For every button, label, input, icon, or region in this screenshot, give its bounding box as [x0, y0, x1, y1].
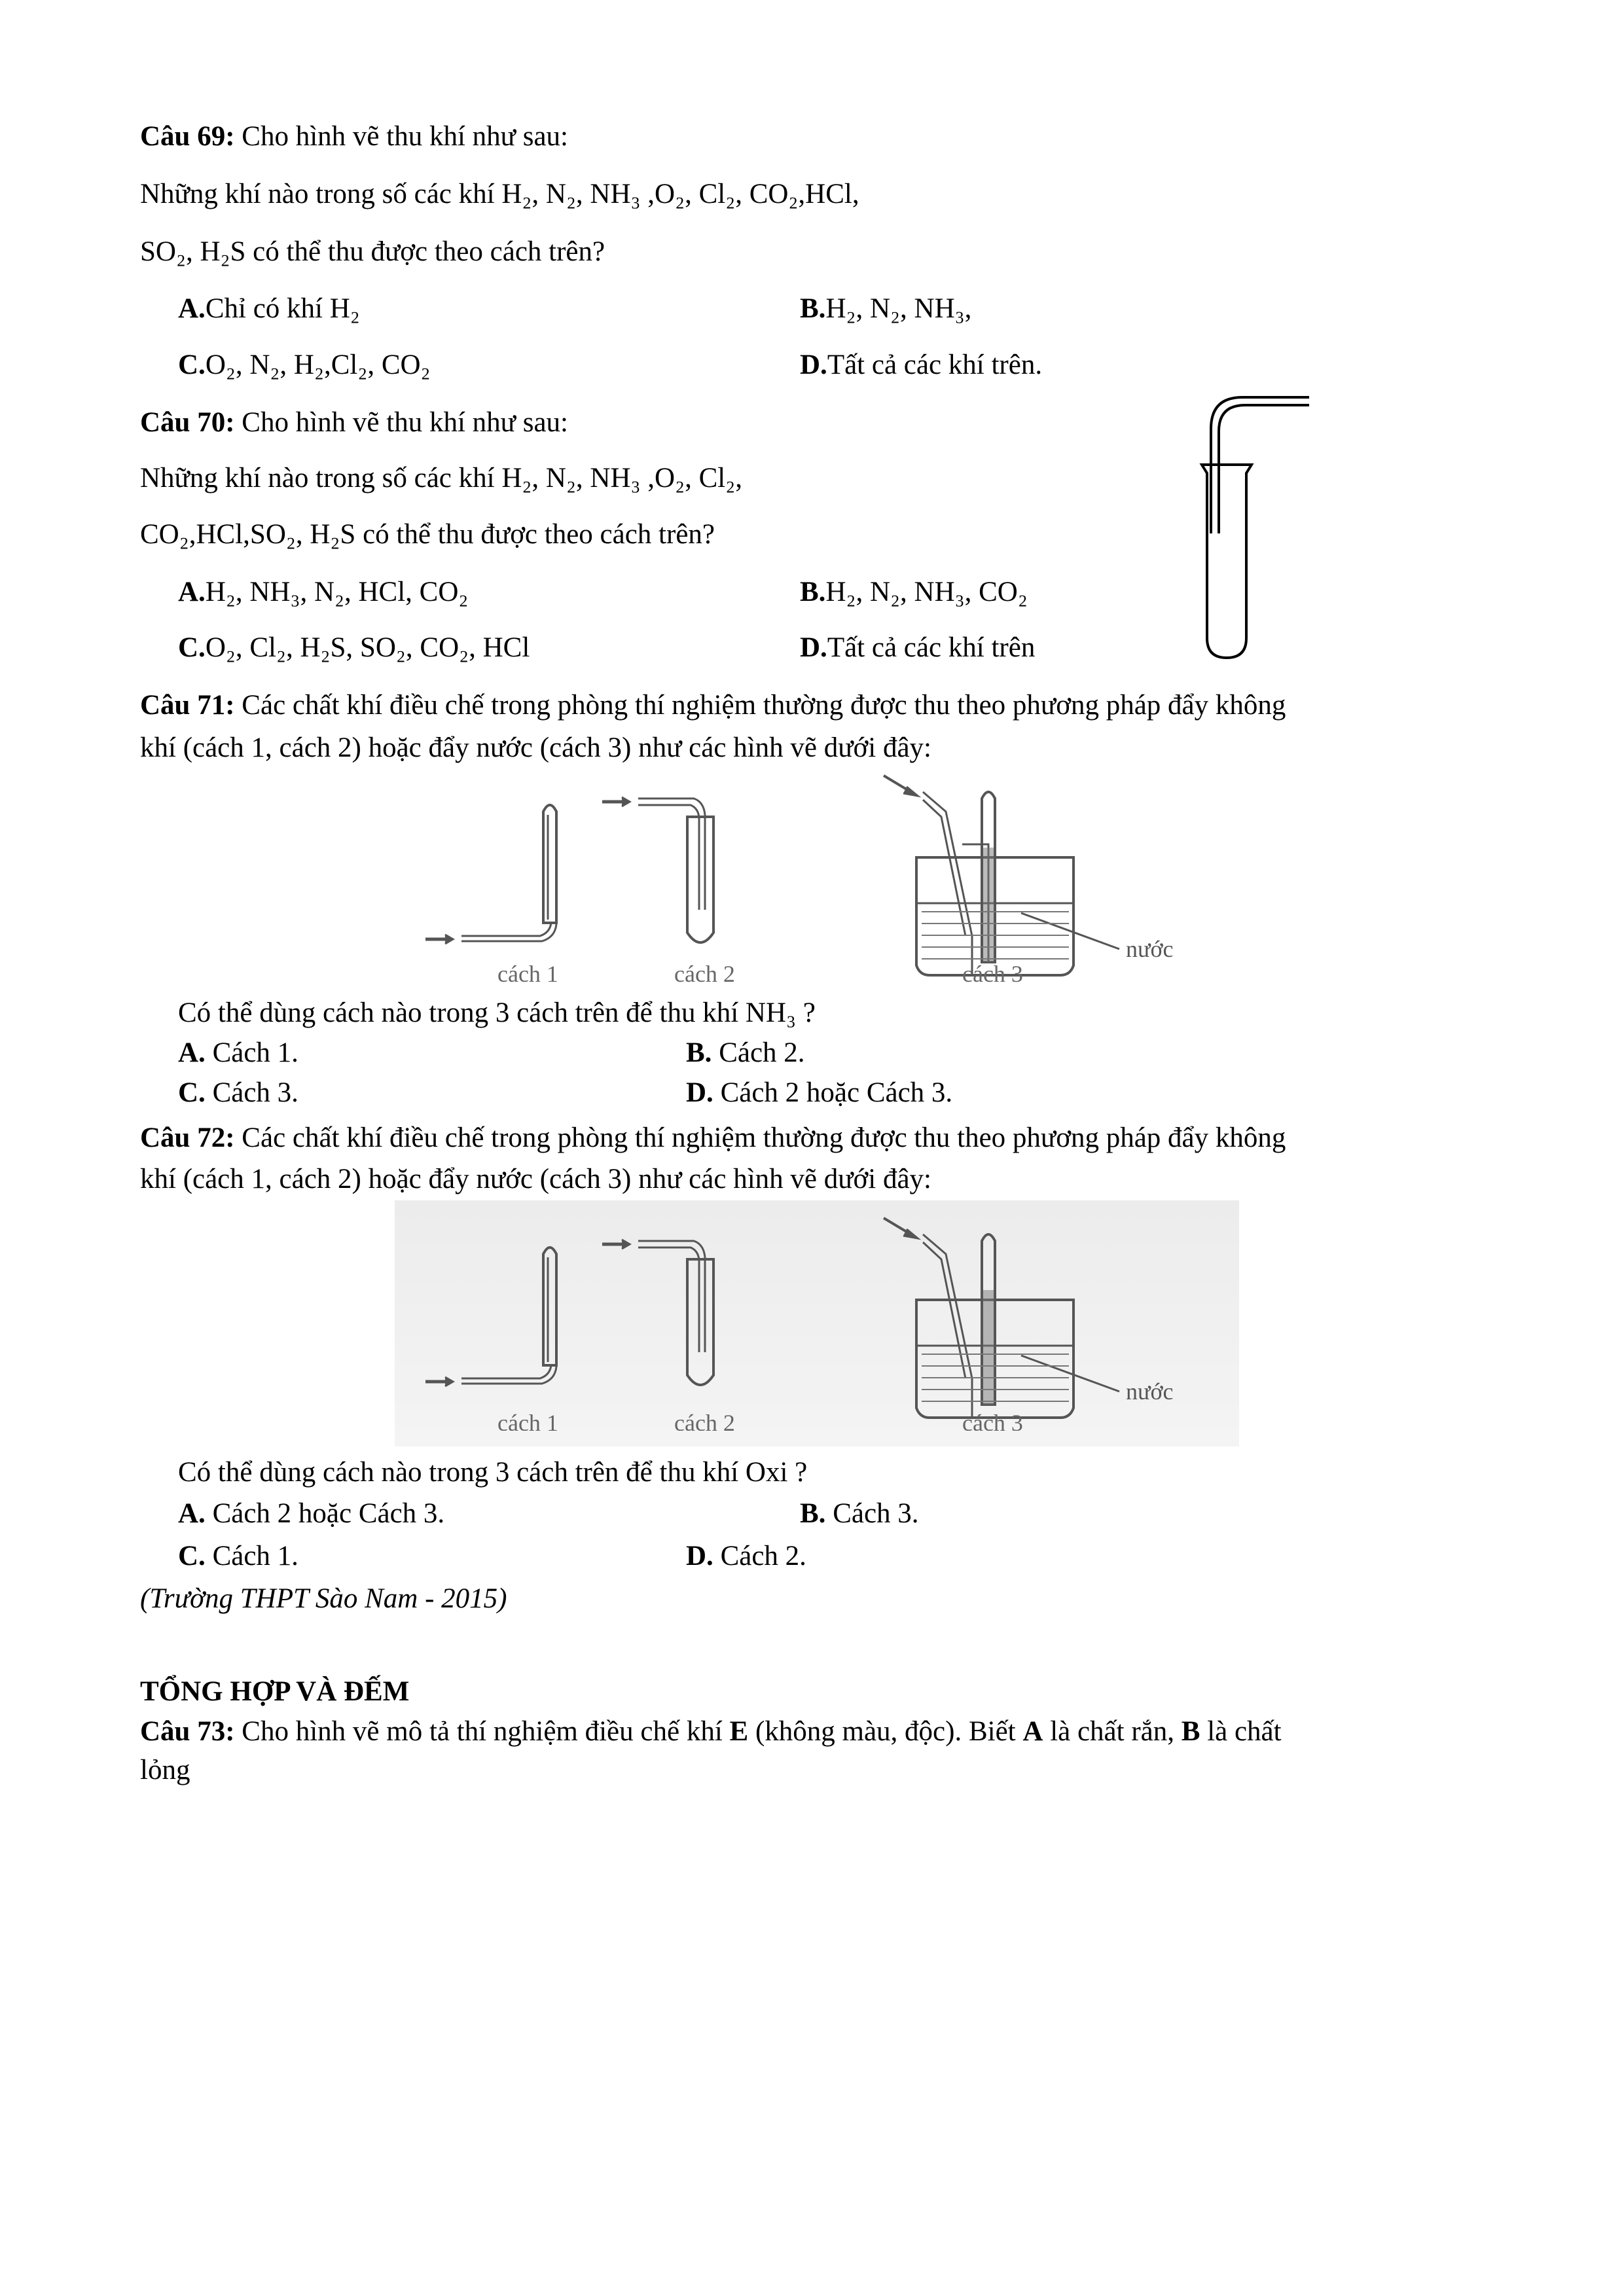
q69-option-c: C.O₂, N₂, H₂,Cl₂, CO₂	[178, 350, 431, 380]
q72-option-a: A. Cách 2 hoặc Cách 3.	[178, 1498, 445, 1529]
q70-option-c: C.O₂, Cl₂, H₂S, SO₂, CO₂, HCl	[178, 632, 530, 663]
q69-line2: SO₂, H₂S có thể thu được theo cách trên?	[140, 236, 605, 267]
q72-figure	[395, 1200, 1239, 1446]
q71-figure	[412, 766, 1244, 988]
q69-title	[140, 120, 568, 153]
q72-option-b: B. Cách 3.	[800, 1498, 919, 1529]
q71-option-b: B. Cách 2.	[686, 1037, 805, 1068]
question-intro: Cho hình vẽ thu khí như sau:	[234, 121, 568, 152]
label-cach-3: cách 3	[962, 961, 1023, 987]
question-label: Câu 69:	[140, 121, 235, 152]
water-label: nước	[1126, 1378, 1174, 1405]
water-label: nước	[1126, 936, 1174, 962]
q70-line2: CO₂,HCl,SO₂, H₂S có thể thu được theo cách trên?	[140, 519, 715, 550]
q70-title: Câu 70: Cho hình vẽ thu khí như sau:	[140, 407, 568, 438]
gas-collection-diagram	[412, 1208, 1244, 1431]
q70-option-d: D.Tất cả các khí trên	[800, 632, 1036, 663]
q73-line2: lỏng	[140, 1755, 190, 1785]
q71-option-a: A. Cách 1.	[178, 1037, 298, 1068]
q72-option-d: D. Cách 2.	[686, 1541, 806, 1571]
q71-option-d: D. Cách 2 hoặc Cách 3.	[686, 1077, 953, 1108]
test-tube-figure	[1191, 389, 1322, 664]
q72-line2: khí (cách 1, cách 2) hoặc đẩy nước (cách 3) như các hình vẽ dưới đây:	[140, 1164, 931, 1194]
section-heading: TỔNG HỢP VÀ ĐẾM	[140, 1676, 410, 1707]
q70-line1: Những khí nào trong số các khí H₂, N₂, NH₃ ,O₂, Cl₂,	[140, 463, 742, 493]
gas-collection-diagram	[412, 766, 1244, 988]
label-cach-1: cách 1	[497, 1410, 558, 1431]
q69-option-d: D.Tất cả các khí trên.	[800, 350, 1043, 380]
q73-title: Câu 73: Cho hình vẽ mô tả thí nghiệm điều chế khí E (không màu, độc). Biết A là chất rắn, B là chất	[140, 1716, 1282, 1747]
label-cach-1: cách 1	[497, 961, 558, 987]
q71-option-c: C. Cách 3.	[178, 1077, 298, 1108]
source-citation: (Trường THPT Sào Nam - 2015)	[140, 1583, 507, 1614]
q70-option-b: B.H₂, N₂, NH₃, CO₂	[800, 577, 1028, 607]
q72-title: Câu 72: Các chất khí điều chế trong phòng thí nghiệm thường được thu theo phương pháp đẩy không	[140, 1122, 1286, 1153]
q69-line1: Những khí nào trong số các khí H₂, N₂, NH₃ ,O₂, Cl₂, CO₂,HCl,	[140, 179, 859, 209]
label-cach-3: cách 3	[962, 1410, 1023, 1431]
q69-option-a: A.Chỉ có khí H₂	[178, 293, 360, 324]
q71-question: Có thể dùng cách nào trong 3 cách trên để thu khí NH₃ ?	[178, 997, 816, 1028]
q72-option-c: C. Cách 1.	[178, 1541, 298, 1571]
q71-title: Câu 71: Các chất khí điều chế trong phòng thí nghiệm thường được thu theo phương pháp đẩy không	[140, 690, 1286, 721]
label-cach-2: cách 2	[674, 1410, 735, 1431]
label-cach-2: cách 2	[674, 961, 735, 987]
q69-option-b: B.H₂, N₂, NH₃,	[800, 293, 972, 324]
q71-line2: khí (cách 1, cách 2) hoặc đẩy nước (cách 3) như các hình vẽ dưới đây:	[140, 732, 931, 763]
q72-question: Có thể dùng cách nào trong 3 cách trên để thu khí Oxi ?	[178, 1457, 808, 1488]
q70-option-a: A.H₂, NH₃, N₂, HCl, CO₂	[178, 577, 469, 607]
